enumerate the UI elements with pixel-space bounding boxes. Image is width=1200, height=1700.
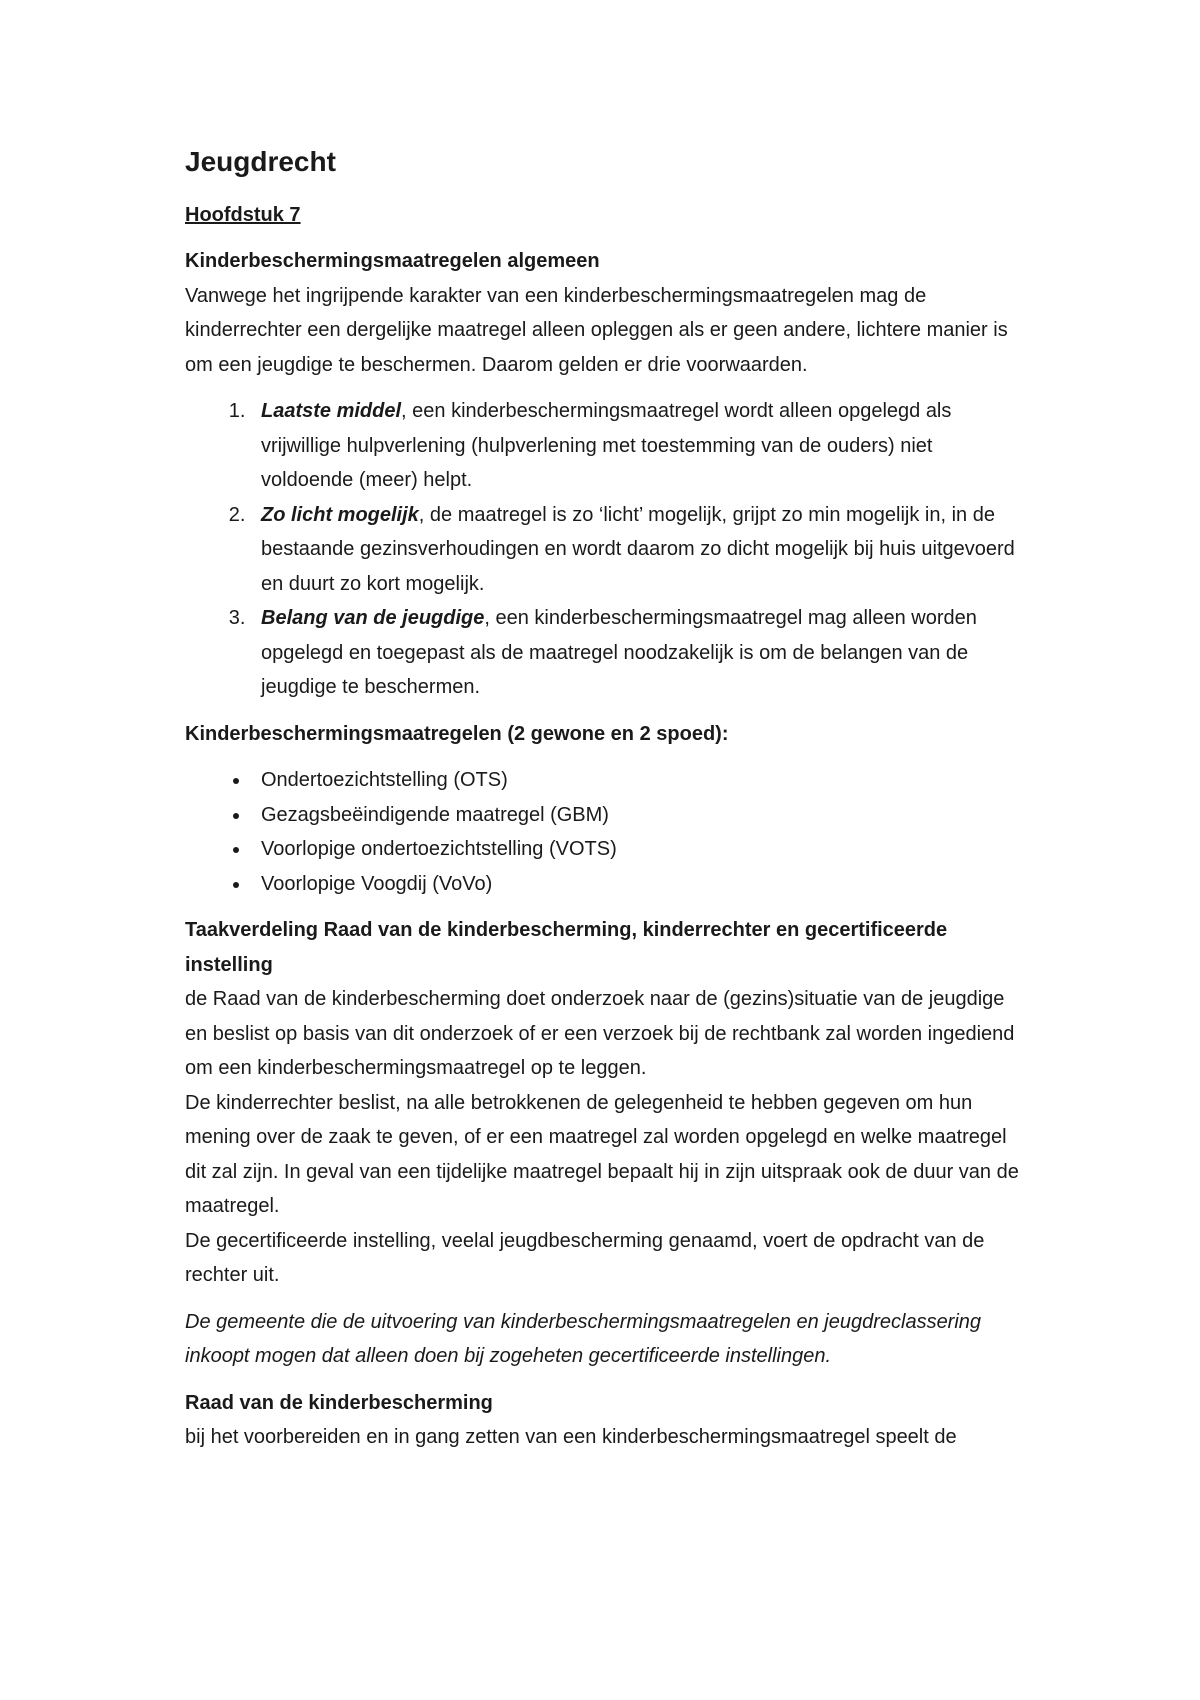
condition-term: Zo licht mogelijk [261, 503, 419, 526]
tasks-paragraph-judge: De kinderrechter beslist, na alle betrokkenen de gelegenheid te hebben gegeven om hun mening over de zaak te geven, of er een maatregel zal worden opgelegd en welke maatregel dit zal zijn. In geval van een tijdelijke maatregel bepaalt hij in zijn uitspraak ook de duur van de maatregel. [185, 1091, 1019, 1217]
section-council-text: bij het voorbereiden en in gang zetten van een kinderbeschermingsmaatregel speelt de [185, 1426, 957, 1448]
measure-item: • Voorlopige ondertoezichtstelling (VOTS) [251, 832, 1025, 867]
tasks-paragraph-council: de Raad van de kinderbescherming doet onderzoek naar de (gezins)situatie van de jeugdige en beslist op basis van dit onderzoek of er een verzoek bij de rechtbank zal worden ingediend om een kinderbeschermingsmaatregel op te leggen. [185, 988, 1015, 1079]
document-title: Jeugdrecht [185, 146, 336, 177]
section-tasks-heading: Taakverdeling Raad van de kinderbescherming, kinderrechter en gecertificeerde instelling [185, 919, 948, 976]
tasks-paragraph-institution: De gecertificeerde instelling, veelal jeugdbescherming genaamd, voert de opdracht van de rechter uit. [185, 1229, 985, 1286]
condition-item [251, 394, 1025, 498]
document-page [185, 142, 1025, 1455]
conditions-list [185, 394, 1025, 705]
section-measures-heading: Kinderbeschermingsmaatregelen (2 gewone en 2 spoed): [185, 722, 729, 745]
condition-item [251, 601, 1025, 705]
section-general-intro: Vanwege het ingrijpende karakter van een kinderbeschermingsmaatregelen mag de kinderrechter een dergelijke maatregel alleen opleggen als er geen andere, lichtere manier is om een jeugdige te beschermen. Daarom gelden er drie voorwaarden. [185, 284, 1008, 376]
condition-item [251, 498, 1025, 602]
condition-term: Laatste middel [261, 400, 402, 422]
measure-item: • Ondertoezichtstelling (OTS) [251, 763, 1025, 798]
measures-list [185, 763, 1025, 901]
chapter-heading: Hoofdstuk 7 [185, 204, 301, 226]
condition-text: , een kinderbeschermingsmaatregel mag alleen worden opgelegd en toegepast als de maatregel noodzakelijk is om de belangen van de jeugdige te beschermen. [261, 607, 977, 698]
condition-text: , een kinderbeschermingsmaatregel wordt alleen opgelegd als vrijwillige hulpverlening (hulpverlening met toestemming van de ouders) niet voldoende (meer) helpt. [261, 400, 952, 491]
condition-term: Belang van de jeugdige [261, 607, 485, 629]
measure-item: • Gezagsbeëindigende maatregel (GBM) [251, 798, 1025, 833]
section-council-heading: Raad van de kinderbescherming [185, 1391, 493, 1414]
section-general-heading: Kinderbeschermingsmaatregelen algemeen [185, 250, 600, 272]
tasks-note: De gemeente die de uitvoering van kinderbeschermingsmaatregelen en jeugdreclassering inkoopt mogen dat alleen doen bij zogeheten gecertificeerde instellingen. [185, 1310, 982, 1367]
measure-item: • Voorlopige Voogdij (VoVo) [251, 867, 1025, 902]
condition-text: , de maatregel is zo ‘licht’ mogelijk, grijpt zo min mogelijk in, in de bestaande gezinsverhoudingen en wordt daarom zo dicht mogelijk bij huis uitgevoerd en duurt zo kort mogelijk. [261, 503, 1015, 595]
